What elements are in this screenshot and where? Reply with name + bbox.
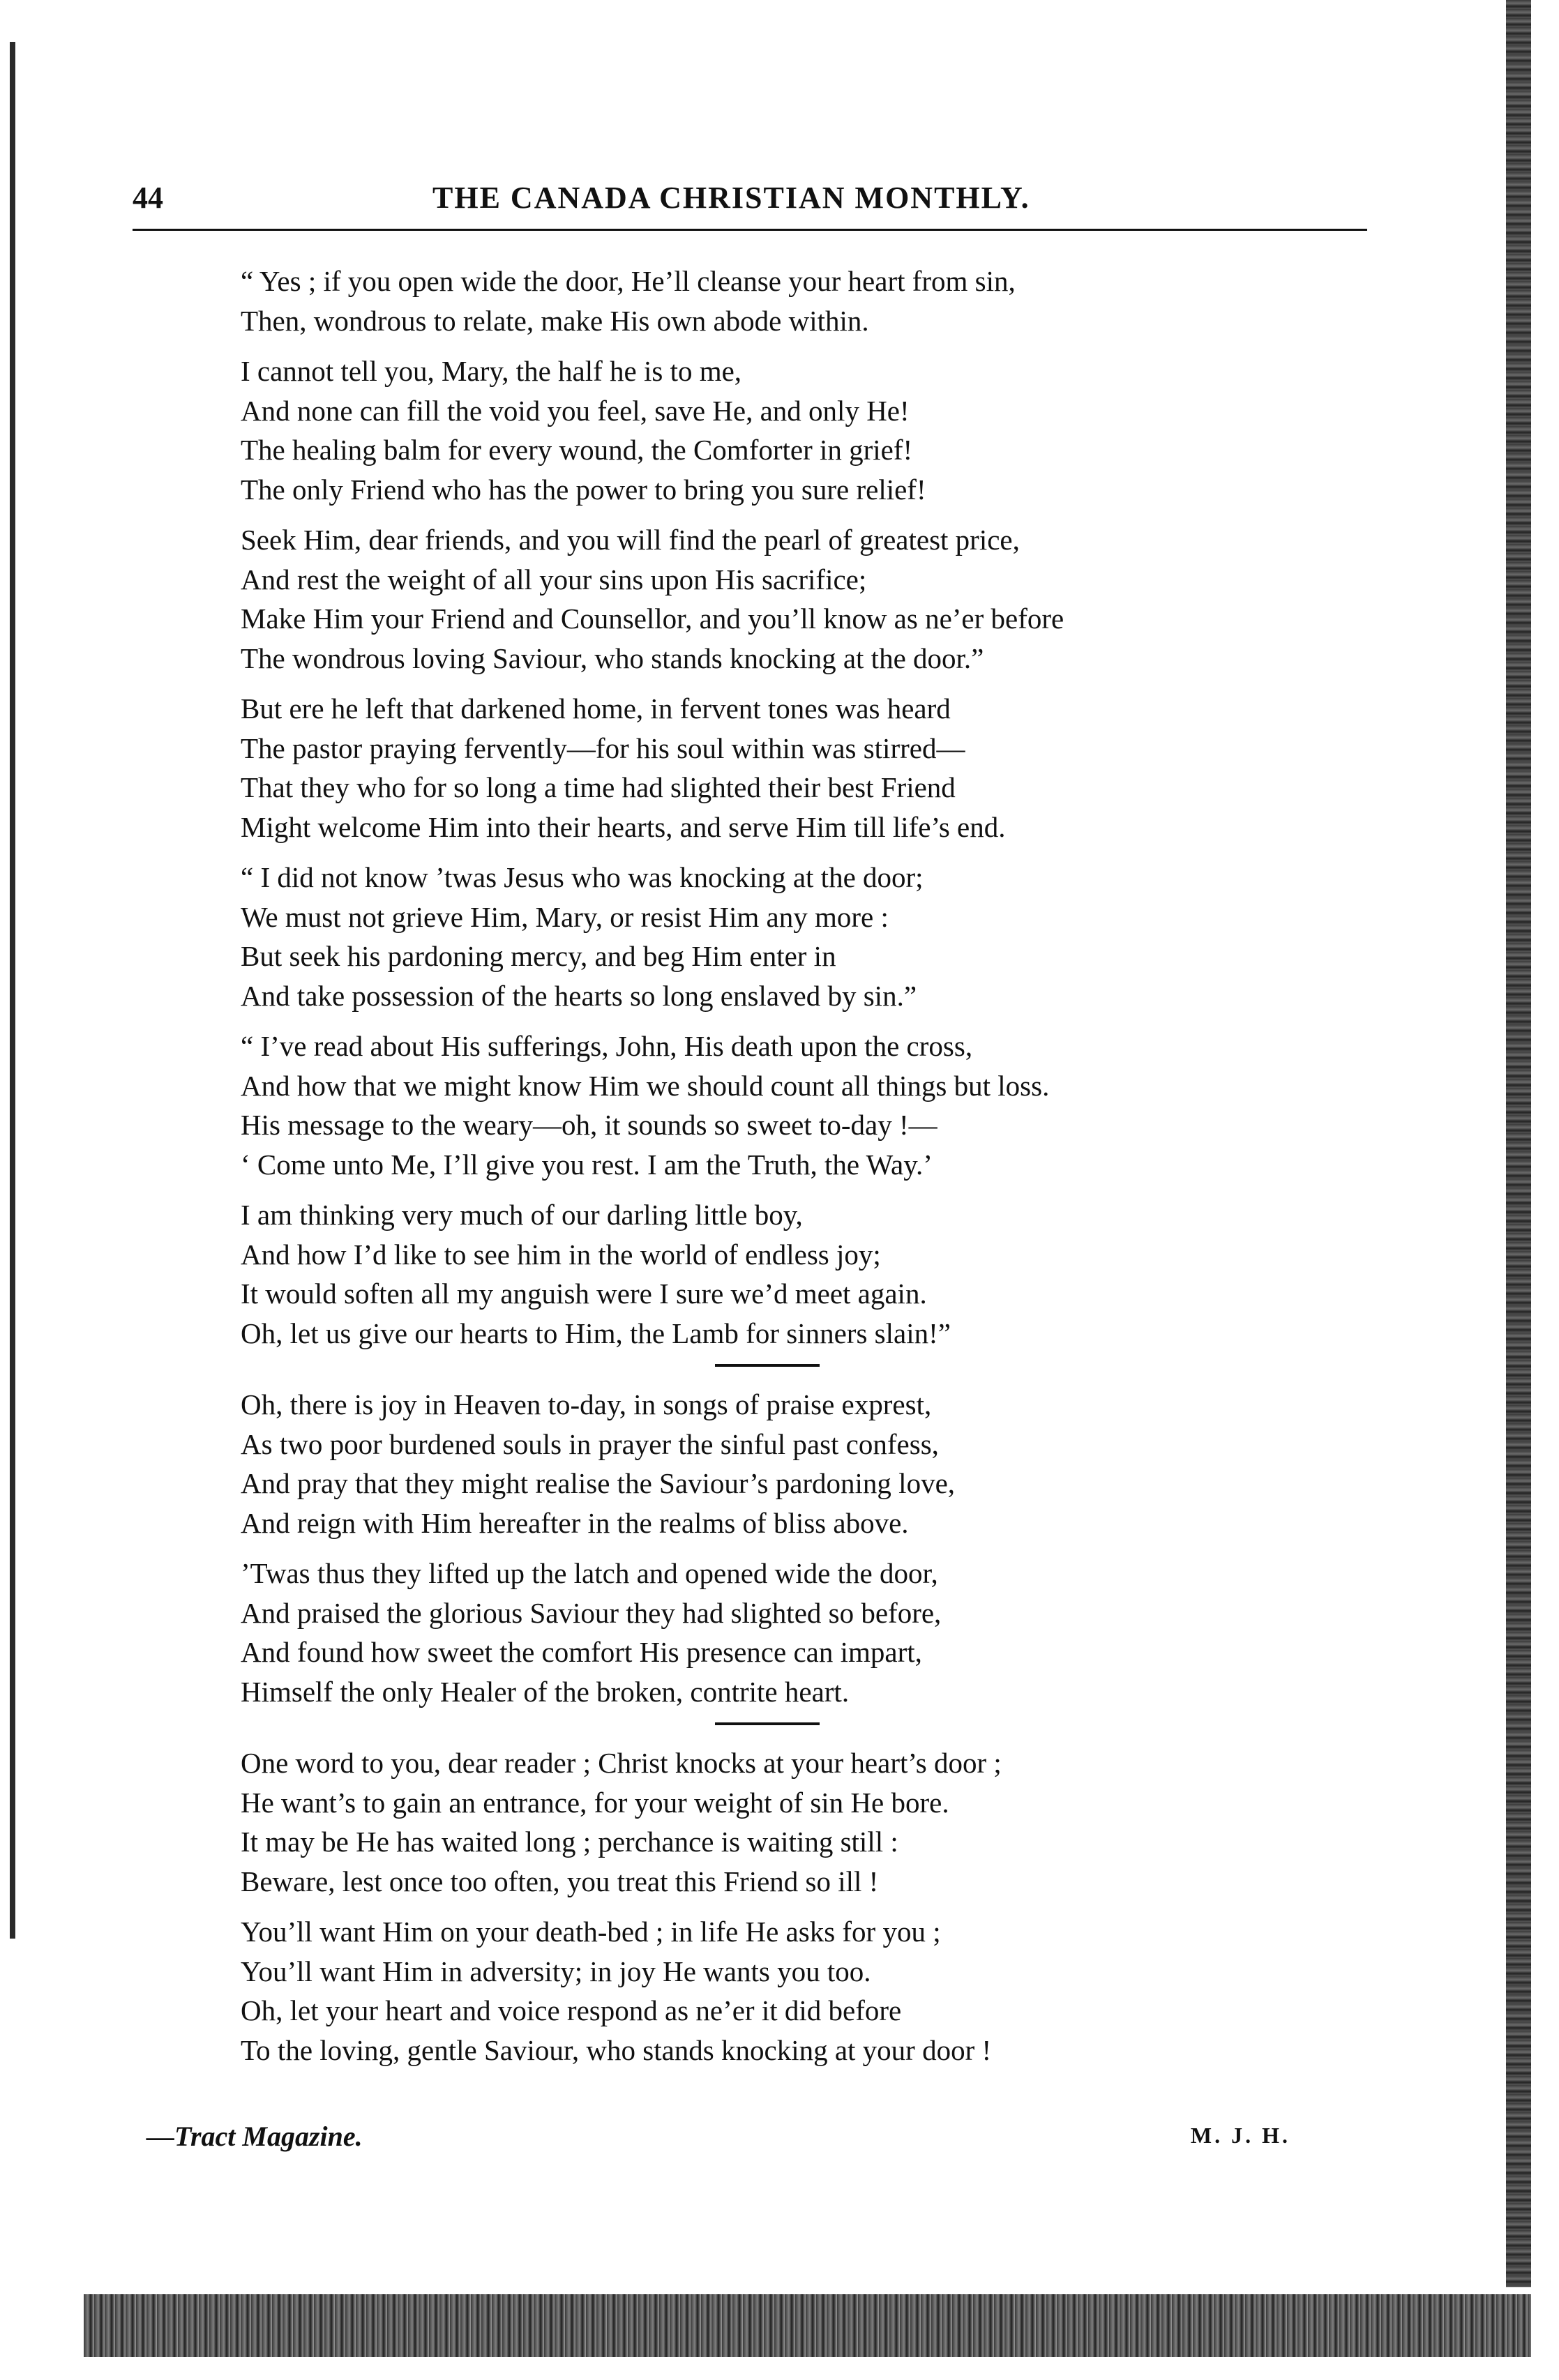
poem-line: Himself the only Healer of the broken, contrite heart. — [241, 1675, 850, 1708]
poem-line: Might welcome Him into their hearts, and serve Him till life’s end. — [241, 810, 1006, 843]
poem-line: He want’s to gain an entrance, for your weight of sin He bore. — [241, 1786, 949, 1819]
stanza — [241, 1554, 1343, 1711]
poem-line: It would soften all my anguish were I sure we’d meet again. — [241, 1278, 927, 1310]
page-number: 44 — [133, 181, 163, 215]
poem-line: You’ll want Him in adversity; in joy He wants you too. — [241, 1955, 871, 1987]
source-attribution: —Tract Magazine. — [146, 2121, 363, 2152]
poem-line: Then, wondrous to relate, make His own abode within. — [241, 304, 869, 337]
poem-line: Beware, lest once too often, you treat this Friend so ill ! — [241, 1865, 879, 1897]
scan-right-edge — [1506, 0, 1531, 2287]
poem-line: Oh, let your heart and voice respond as ne’er it did before — [241, 1994, 902, 2026]
poem-line: That they who for so long a time had slighted their best Friend — [241, 771, 956, 803]
section-divider — [715, 1722, 820, 1725]
poem-line: The pastor praying fervently—for his soul within was stirred— — [241, 732, 965, 764]
poem-line: And how that we might know Him we should count all things but loss. — [241, 1069, 1050, 1102]
stanza — [241, 520, 1343, 678]
poem-line: And reign with Him hereafter in the realms of bliss above. — [241, 1506, 909, 1539]
poem-line: The wondrous loving Saviour, who stands knocking at the door.” — [241, 642, 984, 674]
poem-line: And rest the weight of all your sins upon His sacrifice; — [241, 563, 867, 596]
stanza — [241, 689, 1343, 847]
poem-line: ‘ Come unto Me, I’ll give you rest. I am the Truth, the Way.’ — [241, 1148, 933, 1181]
stanza — [241, 351, 1343, 509]
poem-line: Make Him your Friend and Counsellor, and you’ll know as ne’er before — [241, 602, 1064, 635]
poem-line: And praised the glorious Saviour they had slighted so before, — [241, 1596, 942, 1629]
poem-line: And found how sweet the comfort His presence can impart, — [241, 1636, 922, 1668]
poem-line: You’ll want Him on your death-bed ; in life He asks for you ; — [241, 1916, 941, 1948]
stanza — [241, 262, 1343, 340]
poem-line: And how I’d like to see him in the world of endless joy; — [241, 1238, 881, 1271]
poem-line: We must not grieve Him, Mary, or resist Him any more : — [241, 900, 889, 933]
poem-line: “ I did not know ’twas Jesus who was knocking at the door; — [241, 861, 924, 893]
scan-bottom-edge — [84, 2294, 1531, 2357]
page-footer — [146, 2120, 1290, 2162]
poem-line: And pray that they might realise the Saviour’s pardoning love, — [241, 1467, 956, 1499]
poem-line: But seek his pardoning mercy, and beg Him enter in — [241, 940, 836, 972]
poem-line: The healing balm for every wound, the Comforter in grief! — [241, 434, 913, 466]
poem-line: One word to you, dear reader ; Christ knocks at your heart’s door ; — [241, 1747, 1002, 1779]
poem-line: Seek Him, dear friends, and you will find the pearl of greatest price, — [241, 524, 1020, 556]
poem-line: I cannot tell you, Mary, the half he is to me, — [241, 355, 742, 387]
stanza — [241, 1385, 1343, 1543]
scan-left-edge — [10, 42, 15, 1939]
stanza — [241, 1743, 1343, 1901]
poem-line: “ I’ve read about His sufferings, John, His death upon the cross, — [241, 1030, 973, 1062]
poem-line: And none can fill the void you feel, save He, and only He! — [241, 394, 910, 427]
poem-line: Oh, let us give our hearts to Him, the Lamb for sinners slain!” — [241, 1317, 951, 1349]
stanza — [241, 1912, 1343, 2070]
poem-line: His message to the weary—oh, it sounds so sweet to-day !— — [241, 1109, 937, 1141]
page-header — [133, 173, 1367, 231]
poem-line: ’Twas thus they lifted up the latch and opened wide the door, — [241, 1557, 938, 1589]
author-initials: M. J. H. — [1190, 2123, 1290, 2148]
poem-line: The only Friend who has the power to bring you sure relief! — [241, 473, 926, 506]
poem-line: “ Yes ; if you open wide the door, He’ll cleanse your heart from sin, — [241, 265, 1016, 297]
section-divider — [715, 1364, 820, 1367]
poem-line: Oh, there is joy in Heaven to-day, in songs of praise exprest, — [241, 1388, 932, 1420]
stanza — [241, 858, 1343, 1015]
poem-line: I am thinking very much of our darling little boy, — [241, 1199, 803, 1231]
poem-line: And take possession of the hearts so long enslaved by sin.” — [241, 979, 917, 1012]
running-title: THE CANADA CHRISTIAN MONTHLY. — [432, 181, 1030, 215]
stanza — [241, 1195, 1343, 1353]
poem-line: It may be He has waited long ; perchance is waiting still : — [241, 1826, 898, 1858]
poem-line: To the loving, gentle Saviour, who stands knocking at your door ! — [241, 2033, 992, 2066]
poem-line: But ere he left that darkened home, in fervent tones was heard — [241, 692, 951, 725]
poem-body — [241, 262, 1343, 2081]
stanza — [241, 1026, 1343, 1184]
poem-line: As two poor burdened souls in prayer the sinful past confess, — [241, 1427, 939, 1460]
